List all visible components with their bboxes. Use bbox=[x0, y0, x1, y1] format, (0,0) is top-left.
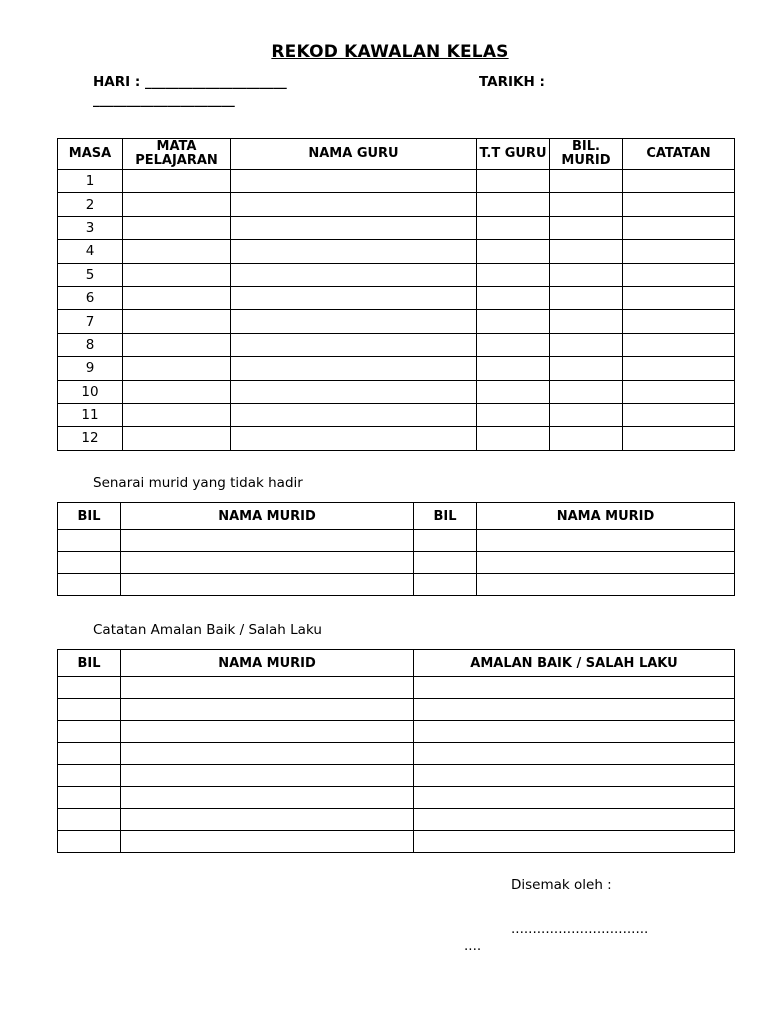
teacher-signature-cell[interactable] bbox=[477, 240, 550, 263]
bil-cell[interactable] bbox=[58, 787, 121, 809]
teacher-signature-cell[interactable] bbox=[477, 310, 550, 333]
teacher-signature-cell[interactable] bbox=[477, 333, 550, 356]
conduct-cell[interactable] bbox=[414, 765, 735, 787]
teacher-signature-cell[interactable] bbox=[477, 170, 550, 193]
period-number: 2 bbox=[58, 193, 123, 216]
conduct-cell[interactable] bbox=[414, 743, 735, 765]
subject-cell[interactable] bbox=[123, 403, 231, 426]
checked-by-label: Disemak oleh : bbox=[511, 877, 612, 893]
bil-cell[interactable] bbox=[58, 530, 121, 552]
header-catatan: CATATAN bbox=[623, 139, 735, 170]
period-number: 4 bbox=[58, 240, 123, 263]
student-name-cell[interactable] bbox=[121, 743, 414, 765]
notes-cell[interactable] bbox=[623, 380, 735, 403]
teacher-name-cell[interactable] bbox=[231, 216, 477, 239]
notes-cell[interactable] bbox=[623, 240, 735, 263]
student-name-cell[interactable] bbox=[121, 721, 414, 743]
student-count-cell[interactable] bbox=[550, 193, 623, 216]
period-number: 1 bbox=[58, 170, 123, 193]
page-title: REKOD KAWALAN KELAS bbox=[271, 42, 509, 62]
table-row bbox=[58, 380, 735, 403]
conduct-table bbox=[57, 649, 735, 853]
conduct-cell[interactable] bbox=[414, 809, 735, 831]
conduct-cell[interactable] bbox=[414, 677, 735, 699]
teacher-signature-cell[interactable] bbox=[477, 263, 550, 286]
teacher-signature-cell[interactable] bbox=[477, 286, 550, 309]
student-name-cell[interactable] bbox=[121, 552, 414, 574]
conduct-cell[interactable] bbox=[414, 721, 735, 743]
subject-cell[interactable] bbox=[123, 427, 231, 450]
header-mata-pelajaran: MATA PELAJARAN bbox=[123, 139, 231, 170]
teacher-signature-cell[interactable] bbox=[477, 193, 550, 216]
header-nama-guru: NAMA GURU bbox=[231, 139, 477, 170]
subject-cell[interactable] bbox=[123, 193, 231, 216]
conduct-cell[interactable] bbox=[414, 787, 735, 809]
table-row bbox=[58, 216, 735, 239]
table-row bbox=[58, 427, 735, 450]
hari-line-continued: _____________________ bbox=[93, 92, 235, 108]
signature-line: ................................ bbox=[511, 921, 649, 937]
notes-cell[interactable] bbox=[623, 427, 735, 450]
student-name-cell[interactable] bbox=[121, 574, 414, 596]
header-bil-murid: BIL. MURID bbox=[550, 139, 623, 170]
table-row bbox=[58, 809, 735, 831]
notes-cell[interactable] bbox=[623, 357, 735, 380]
absent-students-caption: Senarai murid yang tidak hadir bbox=[93, 475, 303, 491]
table-row bbox=[58, 743, 735, 765]
notes-cell[interactable] bbox=[623, 286, 735, 309]
table-row bbox=[58, 263, 735, 286]
notes-cell[interactable] bbox=[623, 333, 735, 356]
period-number: 10 bbox=[58, 380, 123, 403]
table-row bbox=[58, 240, 735, 263]
period-number: 9 bbox=[58, 357, 123, 380]
table-row bbox=[58, 699, 735, 721]
notes-cell[interactable] bbox=[623, 193, 735, 216]
notes-cell[interactable] bbox=[623, 263, 735, 286]
student-count-cell[interactable] bbox=[550, 286, 623, 309]
student-count-cell[interactable] bbox=[550, 427, 623, 450]
bil-cell[interactable] bbox=[414, 552, 477, 574]
header-nama-murid: NAMA MURID bbox=[121, 650, 414, 677]
teacher-name-cell[interactable] bbox=[231, 427, 477, 450]
bil-cell[interactable] bbox=[58, 721, 121, 743]
teacher-name-cell[interactable] bbox=[231, 170, 477, 193]
notes-cell[interactable] bbox=[623, 310, 735, 333]
subject-cell[interactable] bbox=[123, 380, 231, 403]
student-name-cell[interactable] bbox=[121, 831, 414, 853]
student-name-cell[interactable] bbox=[477, 552, 735, 574]
student-name-cell[interactable] bbox=[121, 699, 414, 721]
student-count-cell[interactable] bbox=[550, 170, 623, 193]
teacher-name-cell[interactable] bbox=[231, 310, 477, 333]
teacher-signature-cell[interactable] bbox=[477, 380, 550, 403]
student-name-cell[interactable] bbox=[121, 530, 414, 552]
period-number: 11 bbox=[58, 403, 123, 426]
period-number: 3 bbox=[58, 216, 123, 239]
subject-cell[interactable] bbox=[123, 310, 231, 333]
period-number: 8 bbox=[58, 333, 123, 356]
table-row bbox=[58, 193, 735, 216]
period-number: 12 bbox=[58, 427, 123, 450]
subject-cell[interactable] bbox=[123, 357, 231, 380]
subject-cell[interactable] bbox=[123, 240, 231, 263]
bil-cell[interactable] bbox=[414, 530, 477, 552]
subject-cell[interactable] bbox=[123, 333, 231, 356]
subject-cell[interactable] bbox=[123, 170, 231, 193]
period-number: 5 bbox=[58, 263, 123, 286]
table-header-row bbox=[58, 650, 735, 677]
bil-cell[interactable] bbox=[58, 809, 121, 831]
student-count-cell[interactable] bbox=[550, 310, 623, 333]
table-row bbox=[58, 310, 735, 333]
subject-cell[interactable] bbox=[123, 216, 231, 239]
notes-cell[interactable] bbox=[623, 403, 735, 426]
student-name-cell[interactable] bbox=[121, 787, 414, 809]
bil-cell[interactable] bbox=[414, 574, 477, 596]
bil-cell[interactable] bbox=[58, 743, 121, 765]
teacher-signature-cell[interactable] bbox=[477, 357, 550, 380]
header-masa: MASA bbox=[58, 139, 123, 170]
conduct-cell[interactable] bbox=[414, 699, 735, 721]
student-name-cell[interactable] bbox=[121, 809, 414, 831]
header-bil: BIL bbox=[58, 503, 121, 530]
table-row bbox=[58, 574, 735, 596]
header-bil: BIL bbox=[58, 650, 121, 677]
table-row bbox=[58, 831, 735, 853]
table-header-row bbox=[58, 139, 735, 170]
table-row bbox=[58, 787, 735, 809]
notes-cell[interactable] bbox=[623, 216, 735, 239]
student-name-cell[interactable] bbox=[121, 765, 414, 787]
table-row bbox=[58, 765, 735, 787]
teacher-signature-cell[interactable] bbox=[477, 427, 550, 450]
table-row bbox=[58, 403, 735, 426]
teacher-name-cell[interactable] bbox=[231, 263, 477, 286]
subject-cell[interactable] bbox=[123, 263, 231, 286]
teacher-name-cell[interactable] bbox=[231, 286, 477, 309]
header-amalan: AMALAN BAIK / SALAH LAKU bbox=[414, 650, 735, 677]
table-row bbox=[58, 170, 735, 193]
student-count-cell[interactable] bbox=[550, 403, 623, 426]
teacher-name-cell[interactable] bbox=[231, 403, 477, 426]
table-header-row bbox=[58, 503, 735, 530]
teacher-name-cell[interactable] bbox=[231, 193, 477, 216]
absent-students-table bbox=[57, 502, 735, 596]
table-row bbox=[58, 552, 735, 574]
table-row bbox=[58, 530, 735, 552]
table-row bbox=[58, 286, 735, 309]
student-name-cell[interactable] bbox=[477, 574, 735, 596]
student-name-cell[interactable] bbox=[121, 677, 414, 699]
table-row bbox=[58, 677, 735, 699]
bil-cell[interactable] bbox=[58, 831, 121, 853]
header-tt-guru: T.T GURU bbox=[477, 139, 550, 170]
student-count-cell[interactable] bbox=[550, 380, 623, 403]
header-bil: BIL bbox=[414, 503, 477, 530]
header-nama-murid: NAMA MURID bbox=[121, 503, 414, 530]
period-number: 6 bbox=[58, 286, 123, 309]
hari-label: HARI : _____________________ bbox=[93, 74, 287, 90]
teacher-signature-cell[interactable] bbox=[477, 216, 550, 239]
table-row bbox=[58, 721, 735, 743]
header-nama-murid: NAMA MURID bbox=[477, 503, 735, 530]
student-name-cell[interactable] bbox=[477, 530, 735, 552]
table-row bbox=[58, 357, 735, 380]
bil-cell[interactable] bbox=[58, 677, 121, 699]
bil-cell[interactable] bbox=[58, 552, 121, 574]
signature-line-continued: .... bbox=[464, 938, 482, 954]
bil-cell[interactable] bbox=[58, 574, 121, 596]
student-count-cell[interactable] bbox=[550, 216, 623, 239]
subject-cell[interactable] bbox=[123, 286, 231, 309]
teacher-name-cell[interactable] bbox=[231, 380, 477, 403]
teacher-signature-cell[interactable] bbox=[477, 403, 550, 426]
teacher-name-cell[interactable] bbox=[231, 240, 477, 263]
conduct-caption: Catatan Amalan Baik / Salah Laku bbox=[93, 622, 322, 638]
teacher-name-cell[interactable] bbox=[231, 333, 477, 356]
student-count-cell[interactable] bbox=[550, 357, 623, 380]
notes-cell[interactable] bbox=[623, 170, 735, 193]
bil-cell[interactable] bbox=[58, 699, 121, 721]
period-number: 7 bbox=[58, 310, 123, 333]
tarikh-label: TARIKH : bbox=[479, 74, 545, 90]
bil-cell[interactable] bbox=[58, 765, 121, 787]
class-record-table bbox=[57, 138, 735, 451]
student-count-cell[interactable] bbox=[550, 333, 623, 356]
student-count-cell[interactable] bbox=[550, 240, 623, 263]
student-count-cell[interactable] bbox=[550, 263, 623, 286]
teacher-name-cell[interactable] bbox=[231, 357, 477, 380]
conduct-cell[interactable] bbox=[414, 831, 735, 853]
table-row bbox=[58, 333, 735, 356]
